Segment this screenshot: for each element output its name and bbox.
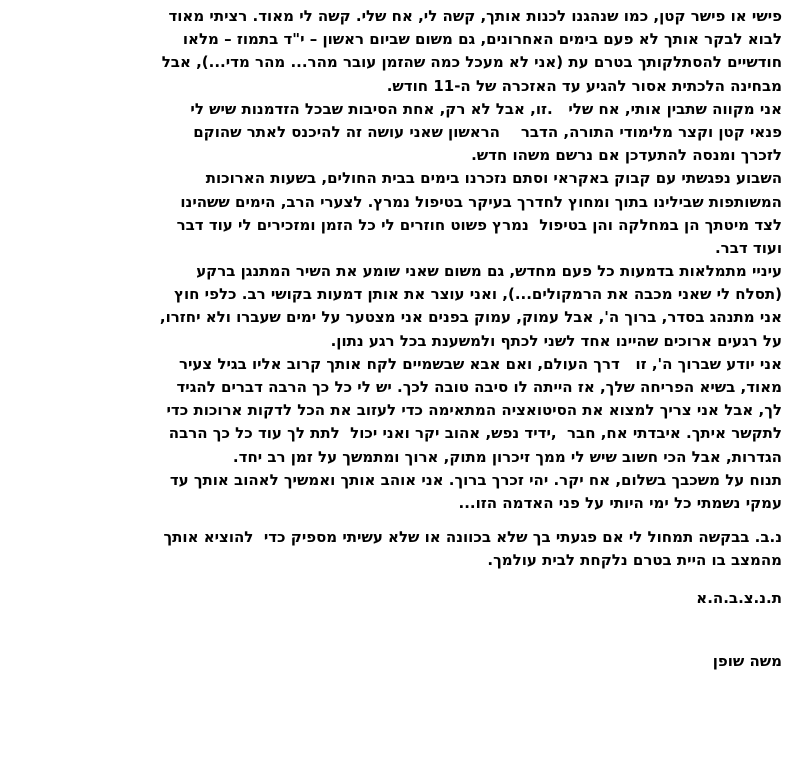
postscript-line: נ.ב. בבקשה תמחול לי אם פגעתי בך שלא בכוונה או שלא עשיתי מספיק כדי להוציא אותך bbox=[163, 528, 782, 547]
letter-line: תנוח על משכבך בשלום, אח יקר. יהי זכרך ברוך. אני אוהב אותך ואמשיך לאהוב אותך עד bbox=[169, 470, 782, 489]
letter-line: לך, אבל אני צריך למצוא את הסיטואציה המתאימה כדי לעזוב את הכל לדקות ארוכות כדי bbox=[166, 401, 782, 420]
letter-document bbox=[30, 5, 782, 673]
letter-line: עיניי מתמלאות בדמעות כל פעם מחדש, גם משום שאני שומע את השיר המתנגן ברקע bbox=[196, 262, 782, 281]
letter-line: מבחינה הלכתית אסור להגיע עד האזכרה של ה-11 חודש. bbox=[386, 76, 782, 95]
closing-abbreviation: ת.נ.צ.ב.ה.א bbox=[696, 588, 782, 607]
signature: משה שופן bbox=[712, 651, 782, 670]
letter-line: לתקשר איתך. איבדתי אח, חבר ,ידיד נפש, אהוב יקר ואני יכול לתת לך עוד כל כך הרבה bbox=[168, 424, 782, 443]
letter-body bbox=[30, 5, 782, 515]
letter-line: לזכרך ומנסה להתעדכן אם נרשם משהו חדש. bbox=[471, 146, 782, 165]
letter-line: פנאי קטן וקצר מלימודי התורה, הדבר הראשון שאני עושה זה להיכנס לאתר שהוקם bbox=[193, 122, 782, 141]
postscript bbox=[30, 526, 782, 572]
letter-line: חודשיים להסתלקותך בטרם עת (אני לא מעכל כמה שהזמן עובר מהר... מהר מדי...), אבל bbox=[161, 53, 782, 72]
letter-line: (תסלח לי שאני מכבה את הרמקולים...), ואני עוצר את אותן דמעות בקושי רב. כלפי חוץ bbox=[174, 285, 782, 304]
letter-line: אני מקווה שתבין אותי, אח שלי .זו, אבל לא רק, אחת הסיבות שבכל הזדמנות שיש לי bbox=[190, 99, 782, 118]
postscript-line: מהמצב בו היית בטרם נלקחת לבית עולמך. bbox=[487, 551, 782, 570]
letter-line: לצד מיטתך הן במחלקה והן בטיפול נמרץ פשוט חוזרים לי כל הזמן ומזכירים לי עוד דבר bbox=[176, 215, 782, 234]
letter-line: מאוד, בשיא הפריחה שלך, אז הייתה לו סיבה טובה לכך. יש לי כל כך הרבה דברים להגיד bbox=[176, 378, 782, 396]
letter-line: עמקי נשמתי כל ימי היותי על פני האדמה הזו... bbox=[458, 493, 782, 512]
letter-line: המשותפות שבילינו בתוך ומחוץ לחדרך בעיקר בטיפול נמרץ. לצערי הרב, הימים ששהינו bbox=[180, 192, 782, 211]
closing-abbreviation-block bbox=[30, 587, 782, 610]
letter-line: השבוע נפגשתי עם קבוק באקראי וסתם נזכרנו בימים בבית החולים, בשעות הארוכות bbox=[205, 169, 782, 188]
letter-line: אני מתנהג בסדר, ברוך ה', אבל עמוק, עמוק בפנים אני מצטער על ימים שעברו ולא יחזרו, bbox=[159, 308, 782, 327]
signature-block bbox=[30, 650, 782, 673]
letter-line: אני יודע שברוך ה', זו דרך העולם, ואם אבא שבשמיים לקח אותך קרוב אליו בגיל צעיר bbox=[178, 354, 782, 373]
letter-line: הגדרות, אבל הכי חשוב שיש לי ממך זיכרון מתוק, ארוך ומתמשך על זמן רב יחד. bbox=[232, 447, 782, 466]
letter-line: ועוד דבר. bbox=[714, 238, 782, 257]
letter-line: לבוא לבקר אותך לא פעם בימים האחרונים, גם משום שביום ראשון – י"ד בתמוז – מלאו bbox=[182, 30, 782, 49]
letter-line: פישי או פישר קטן, כמו שנהגנו לכנות אותך, קשה לי, אח שלי. קשה לי מאוד. רציתי מאוד bbox=[168, 7, 782, 25]
letter-line: על רגעים ארוכים שהיינו אחד לשני לכתף ולמשענת בכל רגע נתון. bbox=[330, 331, 782, 350]
